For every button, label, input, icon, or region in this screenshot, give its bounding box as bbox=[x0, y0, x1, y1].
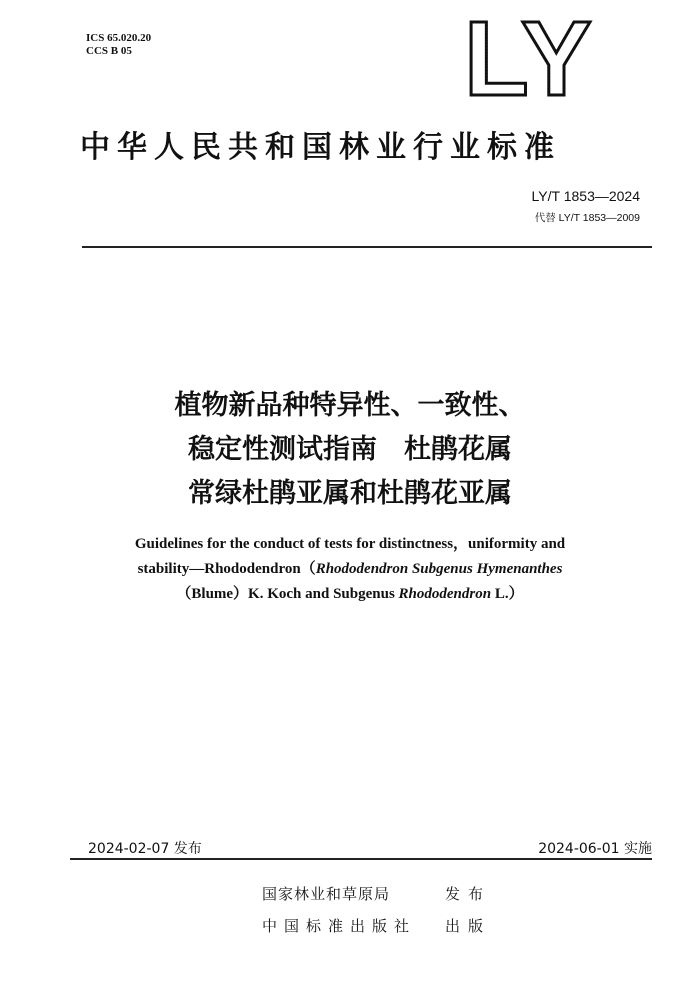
english-title-text: stability—Rhododendron（ bbox=[137, 561, 316, 577]
english-title-line-2 bbox=[60, 557, 640, 582]
ly-logo: LY bbox=[464, 0, 594, 118]
issuer-name: 国家林业和草原局 bbox=[262, 885, 391, 903]
english-title-line-3 bbox=[60, 582, 640, 607]
english-title bbox=[60, 532, 640, 607]
classification-codes bbox=[86, 32, 151, 58]
english-title-line-1: Guidelines for the conduct of tests for distinctness，uniformity and bbox=[134, 536, 566, 552]
english-title-italic: Rhododendron Subgenus Hymenanthes bbox=[315, 561, 563, 577]
issuing-body-title: 中华人民共和国林业行业标准 bbox=[80, 130, 561, 165]
chinese-title bbox=[60, 384, 640, 516]
english-title-text: （Blume）K. Koch and Subgenus bbox=[176, 586, 399, 602]
chinese-title-line-3: 常绿杜鹃亚属和杜鹃花亚属 bbox=[188, 478, 512, 509]
chinese-title-line-2: 稳定性测试指南 杜鹃花属 bbox=[188, 434, 512, 465]
english-title-text: L.） bbox=[491, 586, 524, 602]
chinese-title-line-1: 植物新品种特异性、一致性、 bbox=[174, 390, 526, 421]
ccs-code: CCS B 05 bbox=[86, 45, 132, 57]
press-name: 中国标准出版社 bbox=[262, 917, 417, 935]
english-title-italic: Rhododendron bbox=[398, 586, 492, 602]
footer-divider bbox=[70, 858, 652, 860]
replaces-standard: 代替 LY/T 1853—2009 bbox=[534, 212, 640, 224]
ics-code: ICS 65.020.20 bbox=[86, 32, 152, 44]
issuer-action: 发布 bbox=[445, 885, 492, 903]
header-divider bbox=[82, 246, 652, 248]
implementation-date: 2024-06-01 实施 bbox=[538, 841, 652, 857]
standard-number: LY/T 1853—2024 bbox=[531, 188, 640, 204]
press-action: 出版 bbox=[445, 917, 492, 935]
issue-date: 2024-02-07 发布 bbox=[88, 841, 202, 857]
